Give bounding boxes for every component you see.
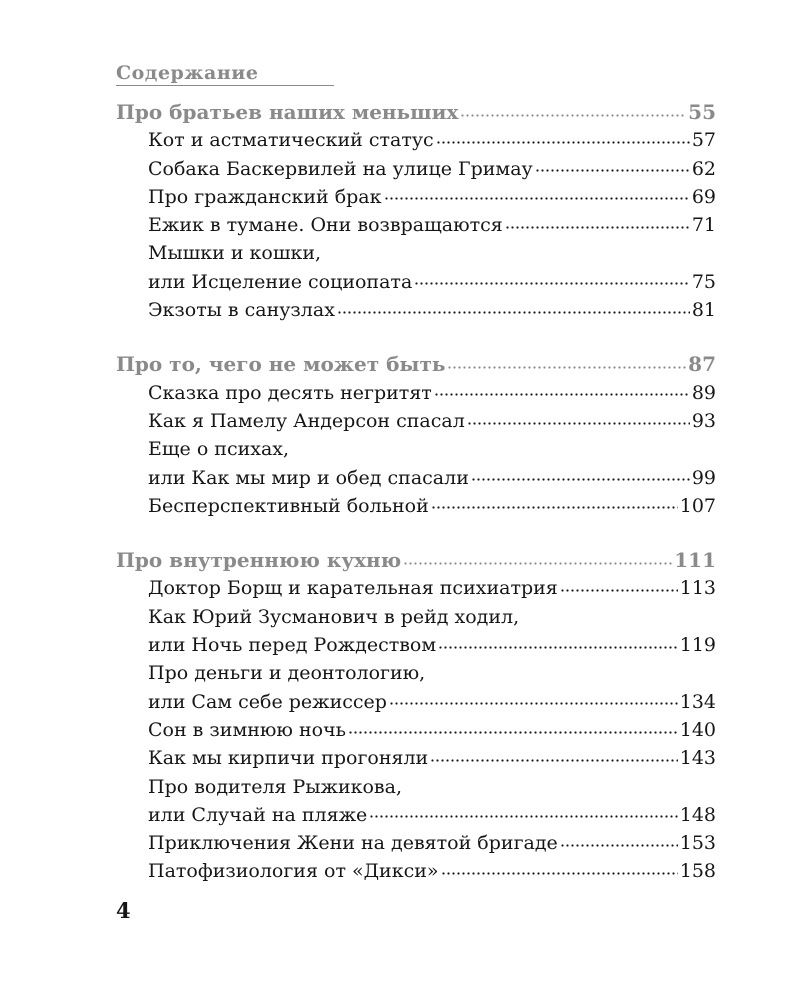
entry-title: Как мы кирпичи прогоняли: [148, 747, 429, 770]
entry-title: Мышки и кошки,: [148, 242, 322, 265]
entry-page-number: 75: [691, 270, 716, 293]
entry-title: Ежик в тумане. Они возвращаются: [148, 214, 503, 237]
dot-leader: [460, 99, 686, 119]
entry-page-number: 153: [679, 832, 716, 855]
section-title: Про братьев наших меньших: [116, 100, 459, 124]
dot-leader: [431, 493, 678, 512]
toc-entry-line[interactable]: [116, 659, 716, 687]
toc-entry-line[interactable]: [116, 492, 716, 520]
entry-title: Как Юрий Зусманович в рейд ходил,: [148, 605, 520, 628]
entry-title: или Ночь перед Рождеством: [148, 634, 437, 657]
entry-page-number: 71: [691, 214, 716, 237]
dot-leader: [505, 212, 690, 231]
entry-page-number: 113: [679, 577, 716, 600]
entry-title: Бесперспективный больной: [148, 494, 429, 517]
entry-title: Про водителя Рыжикова,: [148, 775, 402, 798]
entry-page-number: 62: [691, 157, 716, 180]
toc-entry-line[interactable]: [116, 574, 716, 602]
toc-entry-line[interactable]: [116, 239, 716, 267]
entry-page-number: 148: [679, 803, 716, 826]
entry-title: Экзоты в санузлах: [148, 299, 335, 322]
entry-title: Сказка про десять негритят: [148, 381, 432, 404]
entry-title: или Сам себе режиссер: [148, 690, 387, 713]
section-page-number: 87: [688, 352, 716, 377]
entry-title: Про деньги и деонтологию,: [148, 662, 426, 685]
section-title: Про внутреннюю кухню: [116, 548, 402, 573]
dot-leader: [384, 184, 690, 203]
dot-leader: [348, 717, 678, 736]
entry-title: или Случай на пляже: [148, 803, 368, 826]
entry-page-number: 143: [679, 747, 716, 770]
toc-entry-line[interactable]: [116, 744, 716, 772]
dot-leader: [560, 830, 678, 849]
entry-title: или Исцеление социопата: [148, 270, 413, 293]
entry-page-number: 140: [679, 718, 716, 741]
entry-title: Патофизиология от «Дикси»: [148, 860, 439, 883]
entry-title: Про гражданский брак: [148, 185, 382, 208]
toc-entry-line[interactable]: [116, 268, 716, 296]
toc-entry-line[interactable]: [116, 603, 716, 631]
page-number: 4: [116, 898, 131, 923]
toc-entry-line[interactable]: [116, 407, 716, 435]
dot-leader: [369, 802, 677, 821]
dot-leader: [389, 689, 678, 708]
dot-leader: [403, 547, 672, 567]
section-title: Про то, чего не может быть: [116, 352, 446, 377]
entry-page-number: 69: [691, 185, 716, 208]
entry-title: Как я Памелу Андерсон спасал: [148, 409, 465, 432]
entry-page-number: 89: [691, 381, 716, 404]
section-page-number: 111: [674, 548, 716, 573]
toc-entry-line[interactable]: [116, 716, 716, 744]
entry-page-number: 158: [679, 860, 716, 883]
dot-leader: [441, 858, 678, 877]
section-gap: [116, 324, 716, 350]
entry-page-number: 81: [691, 299, 716, 322]
toc-entry-line[interactable]: [116, 379, 716, 407]
entry-title: Сон в зимнюю ночь: [148, 718, 347, 741]
toc-entry-line[interactable]: [116, 211, 716, 239]
dot-leader: [434, 380, 690, 399]
entry-title: Собака Баскервилей на улице Гримау: [148, 157, 533, 180]
toc-entry-line[interactable]: [116, 773, 716, 801]
dot-leader: [467, 408, 690, 427]
section-heading[interactable]: [116, 98, 716, 126]
dot-leader: [447, 351, 686, 371]
toc-entry-line[interactable]: [116, 631, 716, 659]
toc-entry-line[interactable]: [116, 126, 716, 154]
entry-title: Доктор Борщ и карательная психиатрия: [148, 577, 558, 600]
toc-entry-line[interactable]: [116, 801, 716, 829]
section-heading[interactable]: [116, 546, 716, 574]
table-of-contents: [116, 98, 716, 886]
entry-title: Еще о психах,: [148, 438, 290, 461]
dot-leader: [337, 297, 690, 316]
section-heading[interactable]: [116, 350, 716, 378]
entry-page-number: 119: [679, 634, 716, 657]
dot-leader: [560, 575, 678, 594]
dot-leader: [436, 127, 690, 146]
toc-entry-line[interactable]: [116, 435, 716, 463]
page-title: Содержание: [116, 62, 259, 84]
entry-page-number: 99: [691, 466, 716, 489]
entry-page-number: 107: [679, 494, 716, 517]
section-gap: [116, 520, 716, 546]
entry-page-number: 134: [679, 690, 716, 713]
dot-leader: [414, 269, 690, 288]
entry-title: Приключения Жени на девятой бригаде: [148, 832, 558, 855]
toc-entry-line[interactable]: [116, 464, 716, 492]
dot-leader: [438, 632, 678, 651]
toc-entry-line[interactable]: [116, 688, 716, 716]
entry-title: или Как мы мир и обед спасали: [148, 466, 469, 489]
dot-leader: [471, 465, 690, 484]
title-underline: [116, 85, 334, 86]
dot-leader: [430, 745, 678, 764]
toc-entry-line[interactable]: [116, 857, 716, 885]
toc-entry-line[interactable]: [116, 829, 716, 857]
entry-title: Кот и астматический статус: [148, 129, 434, 152]
dot-leader: [535, 156, 690, 175]
toc-entry-line[interactable]: [116, 183, 716, 211]
toc-entry-line[interactable]: [116, 155, 716, 183]
entry-page-number: 57: [691, 129, 716, 152]
entry-page-number: 93: [691, 409, 716, 432]
toc-entry-line[interactable]: [116, 296, 716, 324]
section-page-number: 55: [688, 100, 716, 124]
